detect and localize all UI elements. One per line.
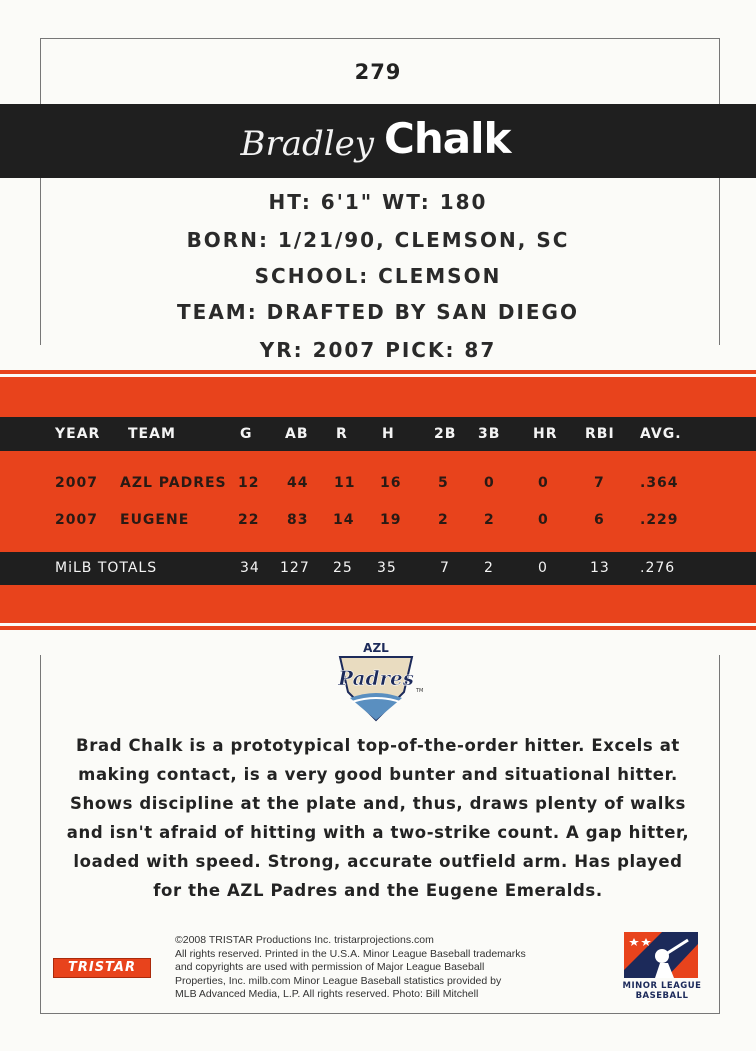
stats-cell: 12 <box>238 475 260 491</box>
stats-cell: 2007 <box>55 475 98 491</box>
stats-cell: 0 <box>484 475 495 491</box>
player-description: Brad Chalk is a prototypical top-of-the-order hitter. Excels at making contact, is a very good bunter and situational hitter. Shows discipline at the plate and, thus, draws plenty of walks and isn't afraid of hitting with a two-strike count. A gap hitter, loaded with speed. Strong, accurate outfield arm. Has played for the AZL Padres and the Eugene Emeralds. <box>66 736 690 900</box>
card-number: 279 <box>354 60 402 84</box>
stats-header-cell: 3B <box>478 426 501 442</box>
bio-draft: YR: 2007 PICK: 87 <box>259 338 497 362</box>
stats-header-cell: G <box>240 426 253 442</box>
stats-cell: 2007 <box>55 512 98 528</box>
stats-header-cell: H <box>382 426 395 442</box>
stats-header-cell: R <box>336 426 348 442</box>
stats-cell: .229 <box>640 512 679 528</box>
stats-cell: 11 <box>334 475 356 491</box>
player-name-bar <box>0 104 756 178</box>
stats-cell: 2 <box>484 512 495 528</box>
legal-line: ©2008 TRISTAR Productions Inc. tristarprojections.com <box>175 934 434 946</box>
milb-line2: BASEBALL <box>635 991 689 1001</box>
stats-header-cell: AVG. <box>640 426 682 442</box>
stats-total-cell: 34 <box>240 560 260 576</box>
bio-school: SCHOOL: CLEMSON <box>254 264 502 288</box>
stats-header-cell: HR <box>533 426 558 442</box>
stats-total-cell: 35 <box>377 560 397 576</box>
stats-cell: 14 <box>333 512 355 528</box>
tristar-logo: TRISTAR <box>53 958 151 978</box>
stats-header-cell: YEAR <box>55 426 101 442</box>
legal-line: Properties, Inc. milb.com Minor League Baseball statistics provided by <box>175 974 502 987</box>
azl-padres-logo <box>330 640 422 724</box>
stats-cell: 0 <box>538 512 549 528</box>
stats-cell: 6 <box>594 512 605 528</box>
logo-padres-script: Padres <box>338 666 414 690</box>
stats-cell: AZL PADRES <box>120 475 227 491</box>
legal-line: All rights reserved. Printed in the U.S.A. Minor League Baseball trademarks <box>175 947 526 960</box>
bio-born: BORN: 1/21/90, CLEMSON, SC <box>186 228 570 252</box>
stats-cell: 44 <box>287 475 309 491</box>
stats-totals-label: MiLB TOTALS <box>55 560 158 576</box>
stats-header-cell: TEAM <box>128 426 176 442</box>
stats-total-cell: 7 <box>440 560 450 576</box>
stats-total-cell: 25 <box>333 560 353 576</box>
stats-cell: 22 <box>238 512 260 528</box>
stats-cell: 19 <box>380 512 402 528</box>
legal-text <box>175 934 585 1002</box>
player-last-name: Chalk <box>384 114 511 163</box>
logo-azl-text: AZL <box>363 641 389 655</box>
stats-cell: 2 <box>438 512 449 528</box>
stats-total-cell: 2 <box>484 560 494 576</box>
stats-cell: 7 <box>594 475 605 491</box>
bio-team: TEAM: DRAFTED BY SAN DIEGO <box>177 300 579 324</box>
stats-total-cell: 0 <box>538 560 548 576</box>
stats-cell: 83 <box>287 512 309 528</box>
logo-trademark: TM <box>416 688 424 694</box>
stats-cell: 0 <box>538 475 549 491</box>
stats-total-cell: .276 <box>640 560 676 576</box>
stats-total-cell: 127 <box>280 560 310 576</box>
legal-line: and copyrights are used with permission of Major League Baseball <box>175 961 485 973</box>
stats-header-cell: AB <box>285 426 309 442</box>
stripe <box>0 626 756 630</box>
stats-header-cell: RBI <box>585 426 615 442</box>
stats-cell: .364 <box>640 475 679 491</box>
stats-cell: EUGENE <box>120 512 190 528</box>
stats-total-cell: 13 <box>590 560 610 576</box>
stats-cell: 16 <box>380 475 402 491</box>
milb-line1: MINOR LEAGUE <box>622 981 702 991</box>
stats-cell: 5 <box>438 475 449 491</box>
player-first-name: Bradley <box>240 124 374 164</box>
stats-header-cell: 2B <box>434 426 457 442</box>
milb-logo-text <box>612 981 712 1001</box>
legal-line: MLB Advanced Media, L.P. All rights reserved. Photo: Bill Mitchell <box>175 988 479 1000</box>
bio-height-weight: HT: 6'1" WT: 180 <box>268 190 488 214</box>
